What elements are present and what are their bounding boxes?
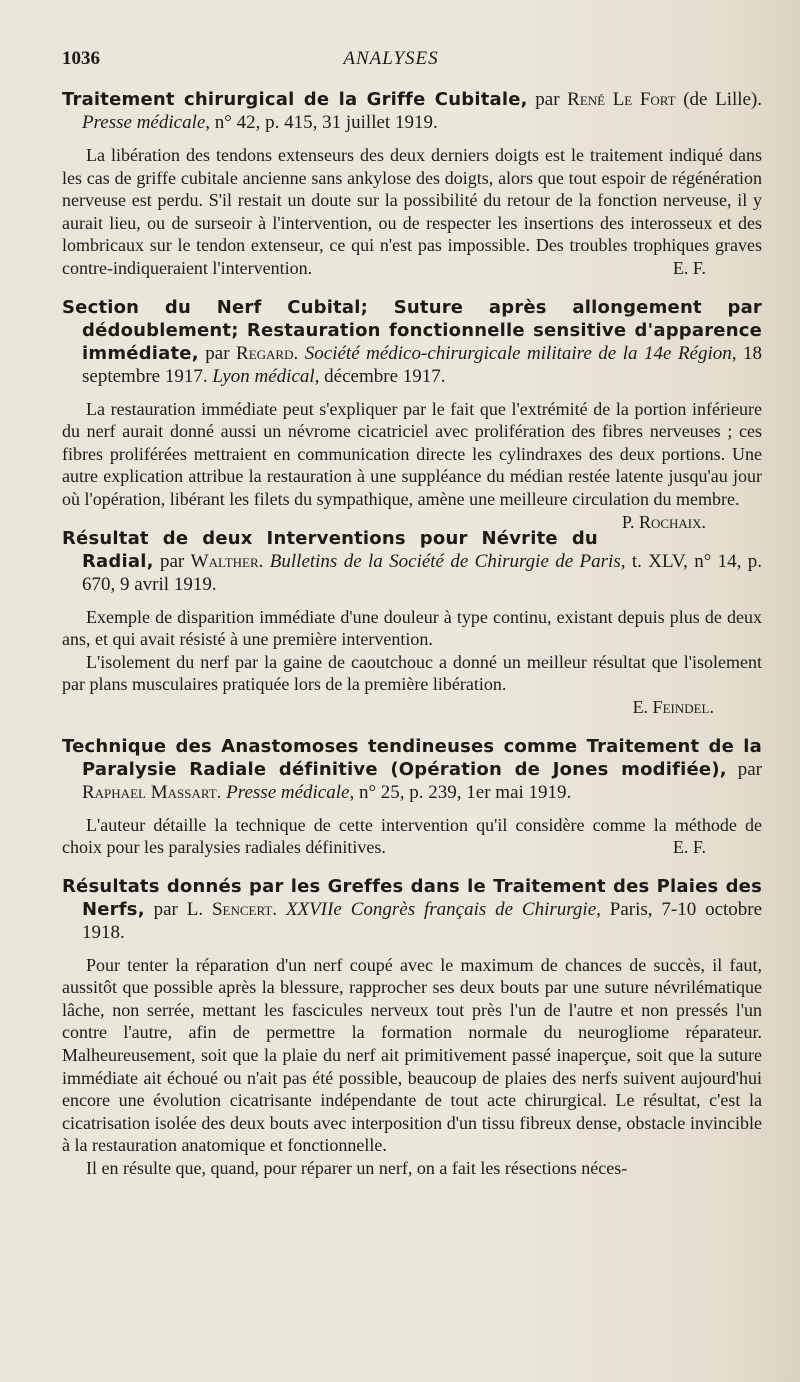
reference: 18 septembre 1917. [82, 342, 763, 387]
journal: Bulletins de la Société de Chirurgie de Paris, [269, 550, 626, 572]
author: Regard. [236, 342, 299, 364]
page-number: 1036 [62, 48, 100, 69]
running-title: ANALYSES [343, 48, 439, 69]
entry-title [62, 735, 762, 804]
reference: t. XLV, n° 14, p. 670, 9 avril 1919. [82, 550, 763, 595]
paragraph: Pour tenter la réparation d'un nerf coupé avec le maximum de chances de succès, il faut, aussitôt que possible après la blessure, rapprocher ses deux bouts par une suture névrilématique lâche, non serrée, mettant les fascicules nerveux tout près l'un de l'autre et non pressés l'un contre l'autre, afin de permettre la formation normale du neurogliome réparateur. Malheureusement, soit que la plaie du nerf ait primitivement passé inaperçue, soit que la suture immédiate ait échoué ou n'ait pas été possible, beaucoup de plaies des nerfs suivent aujourd'hui encore une évolution cicatrisante indépendante de tout acte chirurgical. Le résultat, c'est la cicatrisation isolée des deux bouts avec interposition d'un tissu fibreux dense, obstacle invincible à la restauration anatomique et fonctionnelle. [62, 954, 762, 1156]
entry-title [62, 296, 762, 388]
abstract-entry [62, 296, 763, 532]
abstract-entry [62, 88, 762, 280]
paragraph-text: La restauration immédiate peut s'expliquer par le fait que l'extrémité de la portion inférieure du nerf aurait donné aussi un névrome cicatriciel avec prolifération des fibres nerveuses ; ces fibres proliférées mettraient en communication directe les cylindraxes des deux portions. Une autre explication attribue la restauration à une suppléance du médian restée latente jusqu'au jour où l'opération, libérant les filets du sympathique, amène une meilleure circulation du membre. [62, 398, 762, 509]
entry-title [62, 527, 762, 596]
journal: Presse médicale, [82, 112, 211, 133]
author: Walther. [190, 550, 264, 572]
by-word: par [153, 898, 178, 920]
article-column [62, 88, 762, 1196]
signature: E. Feindel. [632, 696, 714, 717]
reference: n° 25, p. 239, 1er mai 1919. [358, 781, 572, 803]
by-word: par [737, 758, 762, 780]
reference: n° 42, p. 415, 31 juillet 1919. [214, 112, 438, 133]
signature: E. F. [672, 257, 706, 278]
author: Raphael Massart. [82, 781, 222, 803]
by-word: par [160, 550, 185, 572]
journal: Société médico-chirurgicale militaire de la 14e Région, [304, 342, 737, 364]
journal: XXVIIe Congrès français de Chirurgie, [285, 898, 601, 920]
entry-title [62, 88, 762, 134]
paragraph: Il en résulte que, quand, pour réparer un nerf, on a fait les résections néces- [86, 1158, 628, 1179]
abstract-entry [62, 875, 762, 1180]
paragraph: L'isolement du nerf par la gaine de caoutchouc a donné un meilleur résultat que l'isolement par plans musculaires pratiquée lors de la première libération. [62, 651, 762, 695]
entry-body [62, 606, 762, 719]
entry-body [62, 398, 762, 532]
signature: P. Rochaix. [621, 511, 706, 532]
title-text: Résultats donnés par les Greffes dans le Traitement des Plaies des Nerfs, [62, 875, 762, 920]
title-text: Section du Nerf Cubital; Suture après allongement par dédoublement; Restauration fonctionnelle sensitive d'apparence immédiate, [62, 296, 762, 364]
title-text: Traitement chirurgical de la Griffe Cubitale, [62, 89, 528, 110]
entry-body [62, 814, 762, 859]
abstract-entry [62, 527, 762, 719]
by-word: par [205, 342, 230, 364]
abstract-entry [62, 735, 762, 859]
paragraph [62, 144, 762, 280]
entry-body [62, 144, 762, 280]
title-text: Technique des Anastomoses tendineuses comme Traitement de la Paralysie Radiale définitive (Opération de Jones modifiée), [62, 735, 762, 780]
entry-body [62, 954, 762, 1180]
reference-secondary: décembre 1917. [324, 365, 446, 387]
title-text: Résultat de deux Interventions pour Névrite du Radial, [62, 527, 598, 572]
paragraph [62, 814, 762, 859]
entry-title [62, 875, 762, 944]
paragraph [62, 398, 762, 532]
reference: Paris, 7-10 octobre 1918. [82, 898, 763, 943]
author: L. Sencert. [186, 898, 278, 920]
by-word: par [535, 89, 560, 110]
journal: Presse médicale, [226, 781, 355, 803]
paragraph-text: La libération des tendons extenseurs des deux derniers doigts est le traitement indiqué dans les cas de griffe cubitale ancienne sans ankylose des doigts, alors que tout espoir de régénération nerveuse est perdu. S'il restait un doute sur la possibilité du retour de la fonction nerveuse, il y aurait lieu, ou de surseoir à l'intervention, ou de respecter les insertions des interosseux et des lombricaux sur le tendon extenseur, ce qui n'est pas impossible. Des troubles trophiques graves contre-indiqueraient l'intervention. [62, 145, 762, 278]
citation-tail: (de Lille). [683, 89, 763, 110]
journal-secondary: Lyon médical, [212, 365, 320, 387]
page-header [62, 48, 760, 78]
paragraph: Exemple de disparition immédiate d'une douleur à type continu, existant depuis plus de deux ans, et qui avait résisté à une première intervention. [62, 606, 762, 650]
author: René Le Fort [567, 89, 676, 110]
paragraph-text: L'auteur détaille la technique de cette intervention qu'il considère comme la méthode de choix pour les paralysies radiales définitives. [62, 814, 762, 858]
signature: E. F. [672, 837, 706, 858]
